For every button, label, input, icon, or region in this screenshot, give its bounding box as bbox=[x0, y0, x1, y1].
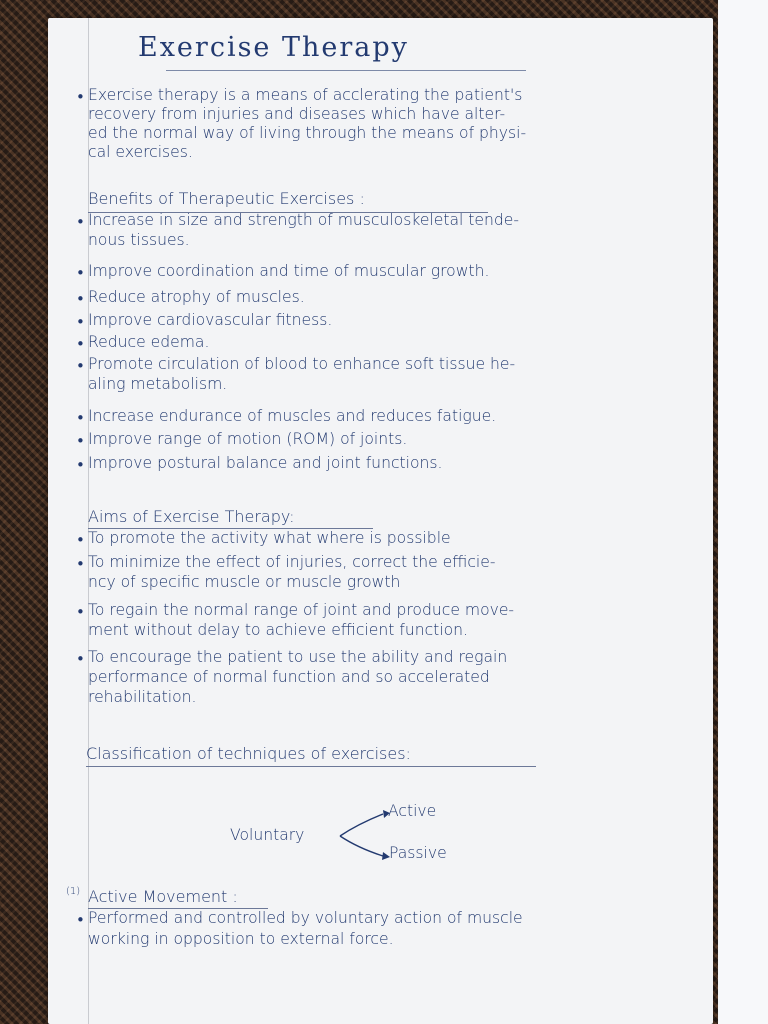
notebook-edge bbox=[718, 0, 768, 1024]
benefit-item: Increase endurance of muscles and reduces fatigue. bbox=[88, 407, 497, 425]
section-number: (1) bbox=[66, 886, 81, 897]
benefit-item: Improve cardiovascular fitness. bbox=[88, 311, 333, 329]
intro-line: ed the normal way of living through the means of physi- bbox=[88, 124, 527, 142]
benefit-item: aling metabolism. bbox=[88, 375, 228, 393]
benefit-bullet: • bbox=[76, 335, 85, 353]
active-bullet: • bbox=[76, 911, 85, 929]
benefit-item: Increase in size and strength of musculoskeletal tende- bbox=[88, 211, 520, 229]
benefit-bullet: • bbox=[76, 313, 85, 331]
classification-root: Voluntary bbox=[230, 826, 305, 844]
benefit-bullet: • bbox=[76, 357, 85, 375]
heading-underline bbox=[86, 766, 536, 767]
aim-bullet: • bbox=[76, 650, 85, 668]
active-movement-line: working in opposition to external force. bbox=[88, 930, 394, 948]
benefit-bullet: • bbox=[76, 409, 85, 427]
aim-bullet: • bbox=[76, 603, 85, 621]
benefits-heading: Benefits of Therapeutic Exercises : bbox=[88, 189, 365, 208]
benefit-bullet: • bbox=[76, 264, 85, 282]
classification-heading: Classification of techniques of exercises: bbox=[86, 744, 411, 763]
classification-branch-active: Active bbox=[388, 802, 437, 820]
title-underline bbox=[166, 70, 526, 71]
aim-bullet: • bbox=[76, 555, 85, 573]
aim-item: performance of normal function and so accelerated bbox=[88, 668, 490, 686]
aim-item: ncy of specific muscle or muscle growth bbox=[88, 573, 401, 591]
intro-bullet: • bbox=[76, 88, 85, 106]
aims-heading: Aims of Exercise Therapy: bbox=[88, 507, 295, 526]
aim-bullet: • bbox=[76, 531, 85, 549]
page-title: Exercise Therapy bbox=[138, 32, 409, 63]
benefit-item: Improve coordination and time of muscular growth. bbox=[88, 262, 490, 280]
benefit-bullet: • bbox=[76, 290, 85, 308]
aim-item: rehabilitation. bbox=[88, 688, 197, 706]
active-movement-line: Performed and controlled by voluntary action of muscle bbox=[88, 909, 523, 927]
classification-branch-passive: Passive bbox=[389, 844, 447, 862]
intro-line: recovery from injuries and diseases which have alter- bbox=[88, 105, 506, 123]
benefit-item: nous tissues. bbox=[88, 231, 190, 249]
benefit-item: Improve range of motion (ROM) of joints. bbox=[88, 430, 408, 448]
benefit-item: Reduce edema. bbox=[88, 333, 210, 351]
benefit-item: Reduce atrophy of muscles. bbox=[88, 288, 305, 306]
benefit-bullet: • bbox=[76, 456, 85, 474]
benefit-bullet: • bbox=[76, 432, 85, 450]
benefit-bullet: • bbox=[76, 213, 85, 231]
aim-item: ment without delay to achieve efficient function. bbox=[88, 621, 468, 639]
aim-item: To regain the normal range of joint and produce move- bbox=[88, 601, 515, 619]
intro-line: cal exercises. bbox=[88, 143, 193, 161]
benefit-item: Improve postural balance and joint functions. bbox=[88, 454, 443, 472]
benefit-item: Promote circulation of blood to enhance soft tissue he- bbox=[88, 355, 516, 373]
notebook-page bbox=[48, 18, 713, 1024]
intro-line: Exercise therapy is a means of acclerating the patient's bbox=[88, 86, 523, 104]
active-movement-heading: Active Movement : bbox=[88, 887, 238, 906]
aim-item: To promote the activity what where is possible bbox=[88, 529, 451, 547]
aim-item: To encourage the patient to use the ability and regain bbox=[88, 648, 508, 666]
aim-item: To minimize the effect of injuries, correct the efficie- bbox=[88, 553, 496, 571]
